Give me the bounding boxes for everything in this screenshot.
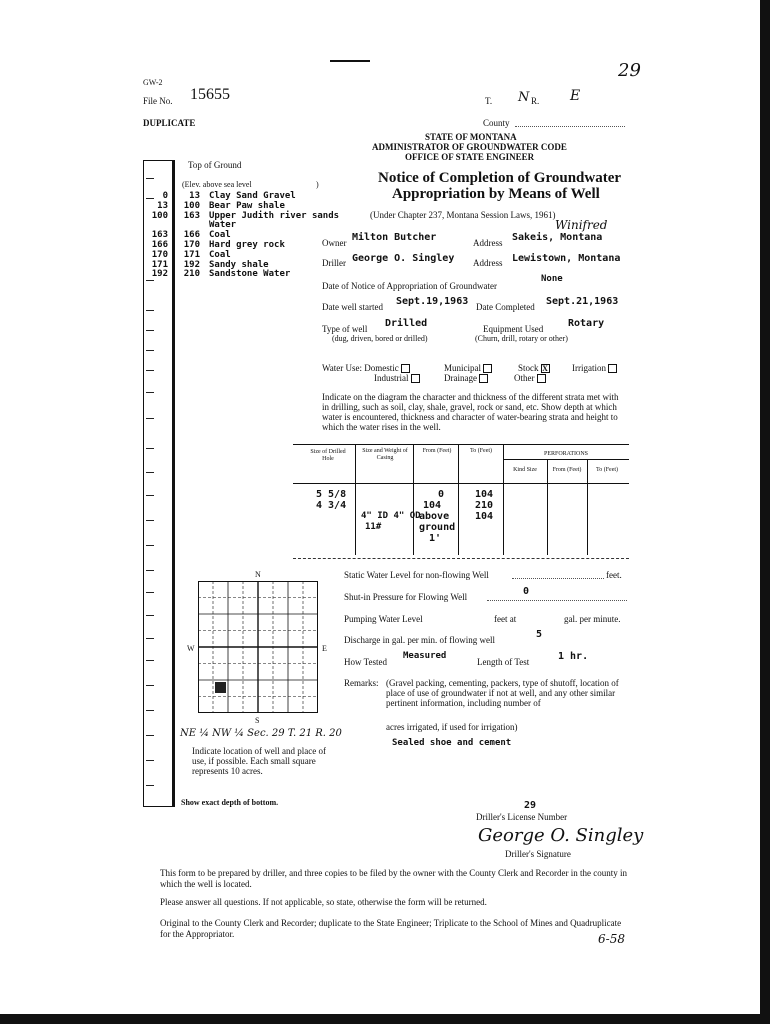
header-size: Size of Drilled Hole xyxy=(310,449,346,462)
stock-checkbox[interactable]: X xyxy=(542,364,548,374)
completed-value: Sept.21,1963 xyxy=(546,296,619,307)
diagram-instructions: Indicate on the diagram the character and thickness of the different strata met with in drilling, such as soil, clay, shale, gravel, rock or sand, etc. Show depth at which water is encountered, thickness and character of water-bearing strata and height to which the water rises in the well. xyxy=(322,392,619,432)
page-edge-right xyxy=(760,0,770,1024)
agency-line-1: STATE OF MONTANA xyxy=(425,132,517,142)
license-label: Driller's License Number xyxy=(476,812,568,822)
casing-size: 4" ID 4" OD xyxy=(361,511,421,521)
form-title-1: Notice of Completion of Groundwater xyxy=(378,170,622,186)
notice-value: None xyxy=(541,274,563,284)
owner-address-value: Sakeis, Montana xyxy=(512,232,603,243)
elevation-close: ) xyxy=(316,180,319,189)
law-reference: (Under Chapter 237, Montana Session Laws, 1961) xyxy=(370,210,556,220)
from-value-1: 0 xyxy=(438,489,445,500)
map-caption: Indicate location of well and place of use, if possible. Each small square represents 10 acres. xyxy=(192,746,326,776)
driller-address-value: Lewistown, Montana xyxy=(512,253,621,264)
license-value: 29 xyxy=(524,800,537,811)
county-label: County xyxy=(483,118,510,128)
from-value-3: above xyxy=(419,511,450,522)
driller-label: Driller xyxy=(322,258,346,268)
log-desc: Sandstone Water xyxy=(209,269,291,280)
pumping-unit: gal. per minute. xyxy=(564,614,621,624)
pumping-mid: feet at xyxy=(494,614,517,624)
type-note: (dug, driven, bored or drilled) xyxy=(332,334,428,343)
log-from: 171 xyxy=(151,259,168,270)
log-desc: Coal xyxy=(209,249,231,260)
type-label: Type of well xyxy=(322,324,368,334)
owner-value: Milton Butcher xyxy=(352,232,437,243)
signature-label: Driller's Signature xyxy=(505,849,571,859)
shutin-value: 0 xyxy=(523,586,530,597)
tested-label: How Tested xyxy=(344,657,387,667)
casing-table xyxy=(293,444,629,560)
use-drainage: Drainage xyxy=(444,373,477,383)
log-desc: Coal xyxy=(209,230,231,241)
table-bottom-rule xyxy=(293,558,629,559)
township-value: N xyxy=(518,90,530,105)
water-use-label: Water Use: xyxy=(322,363,363,373)
section-map xyxy=(198,581,318,713)
static-unit: feet. xyxy=(606,570,622,580)
header-perf-from: From (Feet) xyxy=(552,467,582,473)
driller-value: George O. Singley xyxy=(352,253,455,264)
industrial-checkbox[interactable] xyxy=(411,374,420,383)
township-label: T. xyxy=(485,96,493,106)
top-of-ground: Top of Ground xyxy=(188,160,242,170)
use-industrial: Industrial xyxy=(374,373,409,383)
file-number: 15655 xyxy=(190,86,230,103)
corner-note: 29 xyxy=(618,60,641,81)
range-label: R. xyxy=(531,96,540,106)
equipment-note: (Churn, drill, rotary or other) xyxy=(475,334,568,343)
owner-address-label: Address xyxy=(473,238,503,248)
log-to: 210 xyxy=(183,269,200,280)
remarks-value: Sealed shoe and cement xyxy=(392,738,512,748)
duplicate-label: DUPLICATE xyxy=(143,118,196,128)
county-line xyxy=(515,126,625,127)
to-value-3: 104 xyxy=(475,511,494,522)
log-from: 163 xyxy=(151,230,168,241)
log-from: 166 xyxy=(151,239,168,250)
from-value-2: 104 xyxy=(423,500,442,511)
file-label: File No. xyxy=(143,96,173,106)
header-perforations: PERFORATIONS xyxy=(543,451,588,457)
footer-paragraph-1: This form to be prepared by driller, and three copies to be filed by the owner with the County Clerk and Recorder in the county in which the well is located. xyxy=(160,868,628,889)
log-from: 192 xyxy=(151,269,168,280)
shutin-label: Shut-in Pressure for Flowing Well xyxy=(344,592,468,602)
elevation-label: (Elev. above sea level xyxy=(182,180,252,189)
drainage-checkbox[interactable] xyxy=(479,374,488,383)
log-desc: Bear Paw shale xyxy=(209,200,285,211)
location-handwritten: NE ¼ NW ¼ Sec. 29 T. 21 R. 20 xyxy=(180,728,342,739)
log-to: 170 xyxy=(183,239,200,250)
length-value: 1 hr. xyxy=(558,651,589,662)
log-desc: Sandy shale xyxy=(209,259,269,270)
use-stock: Stock xyxy=(518,363,539,373)
map-south: S xyxy=(255,716,260,725)
log-desc: Clay Sand Gravel xyxy=(209,191,296,201)
log-to: 163 xyxy=(183,210,200,221)
log-from: 0 xyxy=(162,191,168,201)
other-checkbox[interactable] xyxy=(537,374,546,383)
header-from: From (Feet) xyxy=(422,448,452,454)
footer-corner-note: 6-58 xyxy=(598,932,625,946)
static-label: Static Water Level for non-flowing Well xyxy=(344,570,489,580)
driller-signature: George O. Singley xyxy=(478,825,644,846)
log-to: 13 xyxy=(189,191,200,201)
agency-line-3: OFFICE OF STATE ENGINEER xyxy=(405,152,535,162)
hole-size-1: 5 5/8 xyxy=(316,489,347,500)
bottom-depth-note: Show exact depth of bottom. xyxy=(181,798,279,807)
remarks-instructions: (Gravel packing, cementing, packers, type of shutoff, location of place of use of groundwater if not at well, and any other similar pertinent information, including number of xyxy=(386,678,619,708)
log-to: 166 xyxy=(183,230,200,241)
log-to: 171 xyxy=(183,249,200,260)
pumping-label: Pumping Water Level xyxy=(344,614,423,624)
log-row xyxy=(146,192,339,280)
header-to: To (Feet) xyxy=(469,448,493,454)
map-east: E xyxy=(322,644,327,653)
notice-label: Date of Notice of Appropriation of Groundwater xyxy=(322,281,497,291)
use-other: Other xyxy=(514,373,535,383)
static-line xyxy=(512,578,604,579)
log-desc: Water xyxy=(209,220,237,231)
log-from: 100 xyxy=(151,210,168,221)
remarks-label: Remarks: xyxy=(344,678,379,688)
from-value-5: 1' xyxy=(429,533,442,544)
log-from: 13 xyxy=(157,200,168,211)
to-value-2: 210 xyxy=(475,500,494,511)
tested-value: Measured xyxy=(403,651,447,661)
completed-label: Date Completed xyxy=(476,302,535,312)
map-north: N xyxy=(255,570,261,579)
acres-label: acres irrigated, if used for irrigation) xyxy=(386,722,518,732)
header-perf-to: To (Feet) xyxy=(595,467,619,473)
log-from: 170 xyxy=(151,249,168,260)
page-edge-bottom xyxy=(0,1014,770,1024)
equipment-label: Equipment Used xyxy=(483,324,544,334)
use-domestic: Domestic xyxy=(364,363,399,373)
to-value-1: 104 xyxy=(475,489,494,500)
driller-address-label: Address xyxy=(473,258,503,268)
equipment-value: Rotary xyxy=(568,318,605,329)
range-value: E xyxy=(570,88,581,104)
footer-paragraph-2: Please answer all questions. If not applicable, so state, otherwise the form will be returned. xyxy=(160,897,487,907)
started-label: Date well started xyxy=(322,302,383,312)
use-municipal: Municipal xyxy=(444,363,481,373)
length-label: Length of Test xyxy=(477,657,530,667)
from-value-4: ground xyxy=(419,522,456,533)
hole-size-2: 4 3/4 xyxy=(316,500,347,511)
discharge-label: Discharge in gal. per min. of flowing well xyxy=(344,635,496,645)
header-kind: Kind Size xyxy=(513,467,537,473)
log-desc: Hard grey rock xyxy=(209,239,285,250)
footer-paragraph-3: Original to the County Clerk and Recorder; duplicate to the State Engineer; Triplicate to the School of Mines and Quadruplicate for the Appropriator. xyxy=(160,918,622,939)
owner-label: Owner xyxy=(322,238,347,248)
type-value: Drilled xyxy=(385,318,428,329)
form-title-2: Appropriation by Means of Well xyxy=(392,186,600,202)
use-irrigation: Irrigation xyxy=(572,363,606,373)
log-to: 100 xyxy=(183,200,200,211)
irrigation-checkbox[interactable] xyxy=(608,364,617,373)
log-desc: Upper Judith river sands xyxy=(209,210,340,221)
map-west: W xyxy=(187,644,195,653)
owner-address-handwritten: Winifred xyxy=(555,218,608,232)
header-casing: Size and Weight of Casing xyxy=(362,448,408,461)
casing-weight: 11# xyxy=(365,522,382,532)
agency-line-2: ADMINISTRATOR OF GROUNDWATER CODE xyxy=(372,142,567,152)
discharge-value: 5 xyxy=(536,629,543,640)
log-to: 192 xyxy=(183,259,200,270)
started-value: Sept.19,1963 xyxy=(396,296,469,307)
page-edge-top xyxy=(330,60,370,62)
form-code: GW-2 xyxy=(143,78,163,87)
shutin-line xyxy=(487,600,627,601)
